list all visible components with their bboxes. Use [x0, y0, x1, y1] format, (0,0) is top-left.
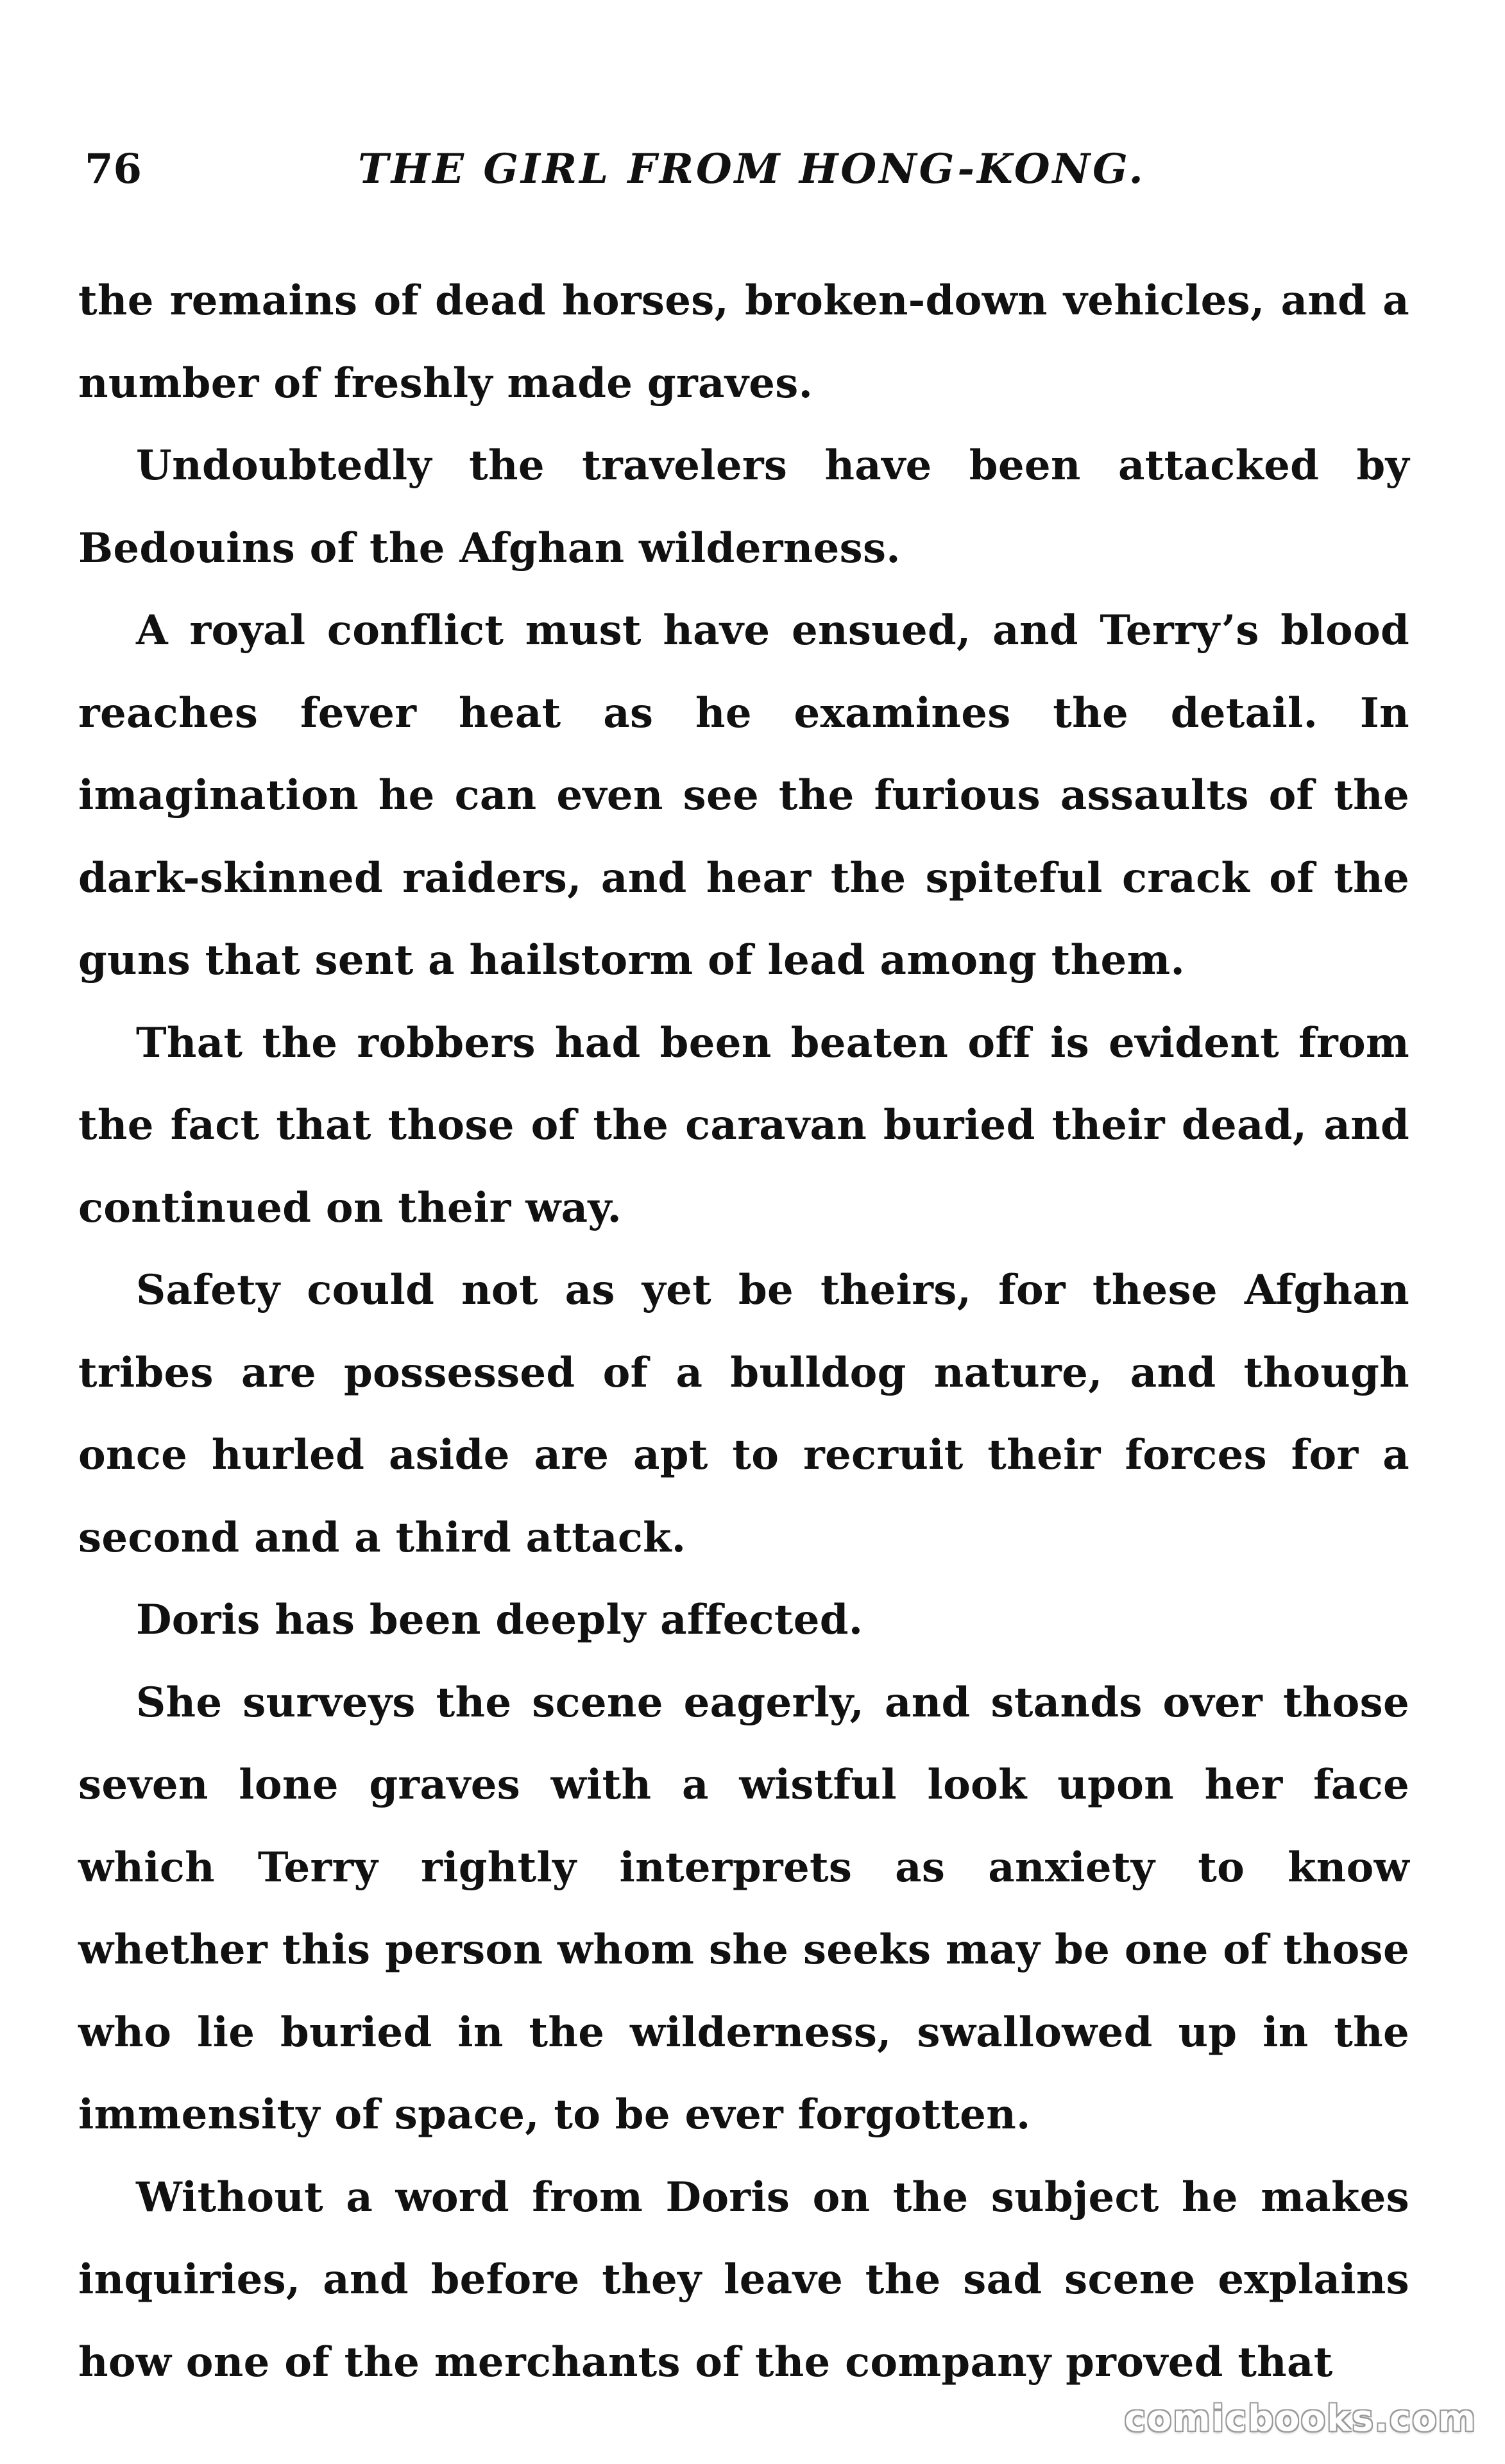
paragraph: Undoubtedly the travelers have been attacked by Bedouins of the Afghan wilderness.	[78, 441, 1409, 572]
body-text	[78, 260, 1409, 2404]
paragraph: Safety could not as yet be theirs, for these Afghan tribes are possessed of a bulldog nature, and though once hurled aside are apt to recruit their forces for a second and a third attack.	[78, 1266, 1409, 1562]
paragraph: That the robbers had been beaten off is evident from the fact that those of the caravan buried their dead, and continued on their way.	[78, 1018, 1409, 1232]
page-number: 76	[85, 145, 142, 193]
paragraph: She surveys the scene eagerly, and stands over those seven lone graves with a wistful look upon her face which Terry rightly interprets as anxiety to know whether this person whom she seeks may be one of those who lie buried in the wilderness, swallowed up in the immensity of space, to be ever forgotten.	[78, 1678, 1409, 2139]
watermark: comicbooks.com	[1124, 2398, 1477, 2440]
paragraph: A royal conflict must have ensued, and Terry’s blood reaches fever heat as he examines the detail. In imagination he can even see the furious assaults of the dark-skinned raiders, and hear the spiteful crack of the guns that sent a hailstorm of lead among them.	[78, 606, 1409, 984]
running-head	[78, 145, 1425, 226]
paragraph: Doris has been deeply affected.	[136, 1596, 863, 1644]
paragraph: Without a word from Doris on the subject he makes inquiries, and before they leave the sad scene explains how one of the merchants of the company proved that	[78, 2173, 1409, 2386]
paragraph-continued: the remains of dead horses, broken-down vehicles, and a number of freshly made graves.	[78, 277, 1409, 407]
book-title: THE GIRL FROM HONG-KONG.	[358, 145, 1146, 193]
